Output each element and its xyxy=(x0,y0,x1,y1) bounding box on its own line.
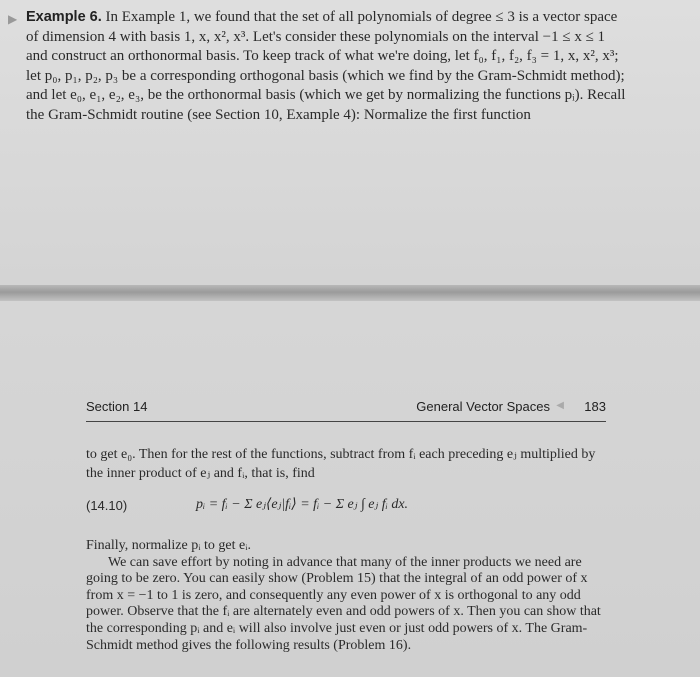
header-rule xyxy=(86,421,606,422)
triangle-marker-icon: ▶ xyxy=(8,12,18,26)
left-triangle-icon: ◀ xyxy=(556,400,564,411)
page-number: 183 xyxy=(584,399,606,414)
example-6-paragraph xyxy=(8,8,626,125)
body-paragraphs xyxy=(86,538,601,654)
example-text: In Example 1, we found that the set of all polynomials of degree ≤ 3 is a vector space of dimension 4 with basis 1, x, x², x³. Let's consider these polynomials on the interval −1 ≤ x ≤ 1 and construct an orthonormal basis. To keep track of what we're doing, let f₀, f₁, f₂, f₃ = 1, x, x², x³; let p₀, p₁, p₂, p₃ be a corresponding orthogonal basis (which we find by the Gram-Schmidt method); and let e₀, e₁, e₂, e₃, be the orthonormal basis (which we get by normalizing the functions pᵢ). Recall the Gram-Schmidt routine (see Section 10, Example 4): Normalize the first function xyxy=(26,9,626,123)
page-header xyxy=(86,399,606,419)
running-title: General Vector Spaces xyxy=(416,399,550,414)
para-2: Finally, normalize pᵢ to get eᵢ. xyxy=(86,538,252,553)
gram-schmidt-formula: pᵢ = fᵢ − Σ eⱼ⟨eⱼ|fᵢ⟩ = fᵢ − Σ eⱼ ∫ eⱼ fᵢ dx. xyxy=(196,497,409,512)
body-paragraph-1 xyxy=(86,446,601,483)
section-label: Section 14 xyxy=(86,399,148,414)
equation-number: (14.10) xyxy=(86,498,128,513)
example-label: Example 6. xyxy=(26,9,102,25)
equation-14-10 xyxy=(86,492,601,532)
para-3: We can save effort by noting in advance that many of the inner products we need are going to be zero. You can easily show (Problem 15) that the integral of an odd power of x from x = −1 to 1 is zero, and consequently any even power of x is orthogonal to any odd power. Observe that the fᵢ are alternately even and odd powers of x. Then you can show that the corresponding pᵢ and eᵢ will also involve just even or just odd powers of x. The Gram-Schmidt method gives the following results (Problem 16). xyxy=(86,554,601,653)
page-divider xyxy=(0,285,700,301)
para-1: to get e₀. Then for the rest of the functions, subtract from fᵢ each preceding eⱼ multiplied by the inner product of eⱼ and fᵢ, that is, find xyxy=(86,447,596,481)
